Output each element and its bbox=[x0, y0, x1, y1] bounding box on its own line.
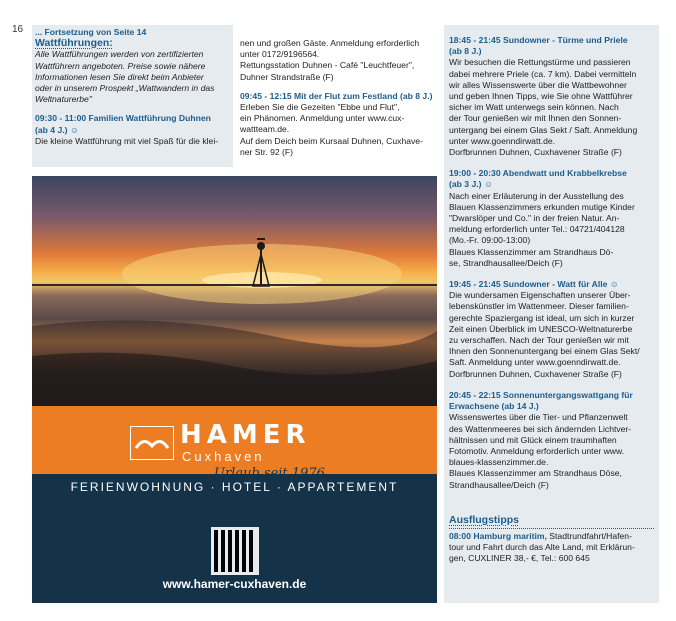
brand-name: HAMER bbox=[180, 420, 311, 450]
event-block: 18:45 - 21:45 Sundowner - Türme und Priele (ab 8 J.) Wir besuchen die Rettungstürme und passieren dabei mehrere Priele (ca. 7 km). Dabei vermitteln wir alles Wissenswerte über die Wattbewohner und geben Ihnen Tipps, wie Sie ohne Wattführer sicher im Watt unterwegs sein können. Nach der Tour genießen wir mit Ihnen den Sonnen- untergang bei einem Glas Sekt / Saft. Anmeldung unter www.goenndirwatt.de. Dorfbrunnen Duhnen, Cuxhavener Straße (F) bbox=[449, 35, 638, 158]
event-block: 19:00 - 20:30 Abendwatt und Krabbelkrebse (ab 3 J.) ☺ Nach einer Erläuterung in der Ausstellung des Blauen Klassenzimmers erkunden mutige Kinder "Dwarslöper und Co." in der freien Natur. An- meldung erforderlich unter Tel.: 04721/404128 (Mo.-Fr. 09:00-13:00) Blaues Klassenzimmer am Strandhaus Dö- se, Strandhausallee/Deich (F) bbox=[449, 168, 635, 268]
seagull-logo-icon bbox=[130, 426, 174, 460]
column-2 bbox=[240, 38, 436, 158]
event-title: 09:30 - 11:00 Familien Wattführung Duhnen (ab 4 J.) ☺ bbox=[35, 113, 211, 135]
column-1 bbox=[32, 25, 233, 167]
event-text: nen und großen Gäste. Anmeldung erforderlich unter 0172/9196564. Rettungsstation Duhnen - Café "Leuchtfeuer", Duhner Strandstraße (F) bbox=[240, 38, 420, 82]
brand-city: Cuxhaven bbox=[182, 449, 265, 464]
tip-block: 08:00 Hamburg maritim, Stadtrundfahrt/Hafen- tour und Fahrt durch das Alte Land, mit Erklärun- gen, CUXLINER 38,- €, Tel.: 600 645 bbox=[449, 528, 654, 565]
sunset-photo bbox=[32, 176, 437, 406]
section-heading-ausflugstipps: Ausflugstipps bbox=[449, 513, 519, 526]
brand-footer bbox=[32, 474, 437, 603]
event-text: Erleben Sie die Gezeiten "Ebbe und Flut", ein Phänomen. Anmeldung unter www.cux- wattteam.de. Auf dem Deich beim Kursaal Duhnen, Cuxhave- ner Str. 92 (F) bbox=[240, 102, 423, 157]
section-heading-wattfuehrungen: Wattführungen: bbox=[35, 37, 113, 50]
column-3 bbox=[444, 25, 659, 603]
event-block: 19:45 - 21:45 Sundowner - Watt für Alle ☺ Die wundersamen Eigenschaften unserer Über- lebenskünstler im Wattenmeer. Dieser familien- gerechte Spaziergang ist ideal, um sich in kurzer Zeit einen Überblick im UNESCO-Weltnaturerbe zu verschaffen. Nach der Tour genießen wir mit Ihnen den Sonnenuntergang bei einem Glas Sekt/ Saft. Anmeldung unter www.goenndirwatt.de. Dorfbrunnen Duhnen, Cuxhavener Straße (F) bbox=[449, 279, 640, 379]
services-line: FERIENWOHNUNG · HOTEL · APPARTEMENT bbox=[70, 480, 399, 494]
website-url[interactable]: www.hamer-cuxhaven.de bbox=[162, 577, 307, 591]
qr-code bbox=[214, 530, 256, 572]
hamer-advertisement[interactable] bbox=[32, 176, 437, 603]
page-number: 16 bbox=[12, 24, 24, 35]
event-text: Die kleine Wattführung mit viel Spaß für die klei- bbox=[35, 135, 219, 146]
continuation-note: ... Fortsetzung von Seite 14 bbox=[35, 27, 147, 37]
event-title: 09:45 - 12:15 Mit der Flut zum Festland (ab 8 J.) bbox=[240, 90, 433, 101]
intro-text: Alle Wattführungen werden von zertifizierten Wattführern angeboten. Preise sowie nähere Informationen lesen Sie direkt beim Anbieter oder in unserem Prospekt „Wattwandern in das Weltnaturerbe" bbox=[35, 49, 215, 105]
brand-banner bbox=[32, 406, 437, 474]
event-block: 20:45 - 22:15 Sonnenuntergangswattgang für Erwachsene (ab 14 J.) Wissenswertes über die Tier- und Pflanzenwelt des Wattenmeeres bei sich ändernden Lichtver- hältnissen und mit Glück einem traumhaften Fotomotiv. Anmeldung erforderlich unter www. blaues-klassenzimmer.de. Blaues Klassenzimmer am Strandhaus Döse, Strandhausallee/Deich (F) bbox=[449, 389, 633, 490]
